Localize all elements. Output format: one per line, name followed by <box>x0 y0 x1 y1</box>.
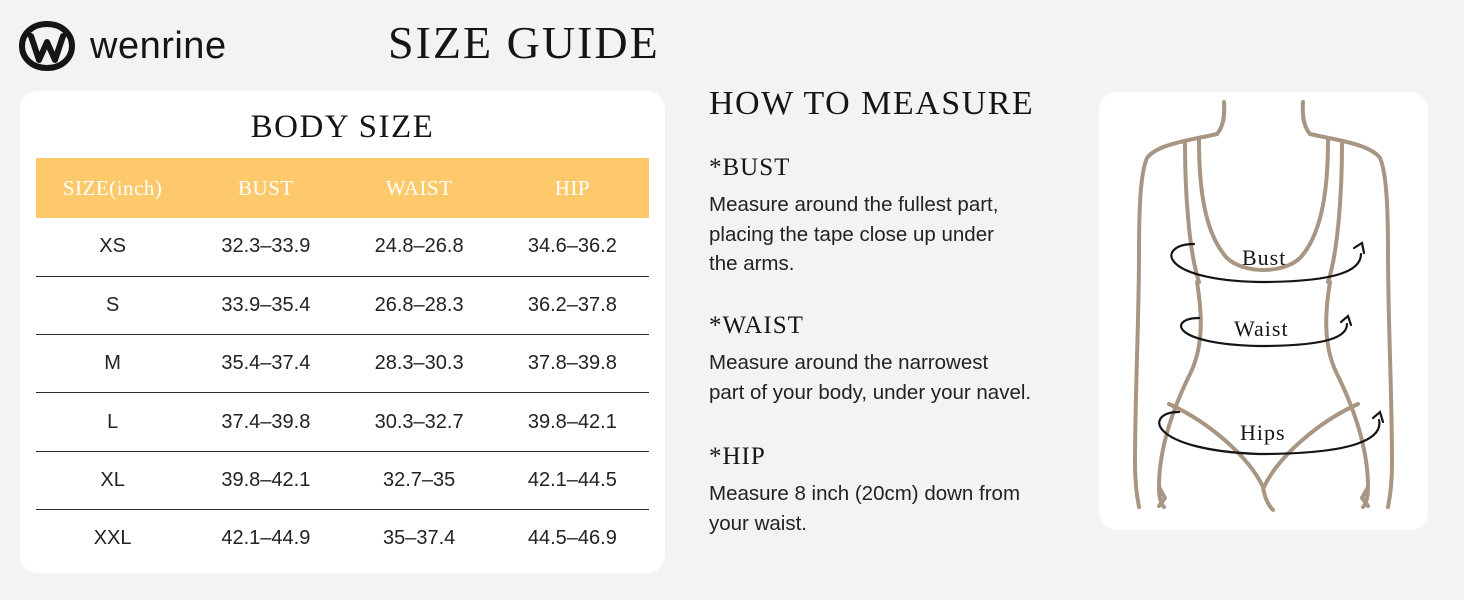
bust-instructions <box>709 190 1099 279</box>
instruction-line: Measure around the narrowest <box>709 351 989 374</box>
page-title: SIZE GUIDE <box>388 17 660 68</box>
hip-instructions <box>709 479 1099 538</box>
size-table-header <box>36 158 649 218</box>
instruction-line: your waist. <box>709 511 807 535</box>
cell-hip: 44.5–46.9 <box>527 527 617 550</box>
cell-size: XS <box>99 235 126 258</box>
brand-name: wenrine <box>90 25 227 67</box>
table-row <box>36 335 649 393</box>
brand-logo <box>18 20 227 72</box>
hips-label: Hips <box>1240 420 1286 445</box>
instruction-line: Measure around the fullest part, <box>709 193 999 216</box>
bust-label: Bust <box>1242 245 1287 270</box>
cell-waist: 32.7–35 <box>382 468 456 491</box>
cell-bust: 32.3–33.9 <box>221 235 311 258</box>
cell-hip: 34.6–36.2 <box>527 235 617 258</box>
table-row <box>36 451 649 509</box>
body-outline-illustration <box>1099 92 1428 530</box>
cell-size: XL <box>100 468 125 491</box>
how-to-measure-title: HOW TO MEASURE <box>709 85 1035 122</box>
body-size-title: BODY SIZE <box>250 109 435 145</box>
cell-bust: 37.4–39.8 <box>221 410 311 433</box>
cell-hip: 39.8–42.1 <box>527 410 617 433</box>
waist-instructions <box>709 348 1099 407</box>
size-table <box>36 158 649 568</box>
table-row <box>36 276 649 334</box>
table-row <box>36 218 649 276</box>
cell-bust: 33.9–35.4 <box>221 293 311 316</box>
instruction-line: Measure 8 inch (20cm) down from <box>709 482 1021 505</box>
cell-waist: 30.3–32.7 <box>374 410 464 433</box>
instruction-line: placing the tape close up under <box>709 222 994 246</box>
table-row <box>36 509 649 567</box>
cell-waist: 26.8–28.3 <box>374 293 464 316</box>
instruction-line: the arms. <box>709 252 795 275</box>
cell-size: XXL <box>93 527 132 550</box>
w-logo-icon <box>18 20 76 72</box>
cell-waist: 24.8–26.8 <box>374 235 464 258</box>
cell-waist: 28.3–30.3 <box>374 352 464 375</box>
table-row <box>36 393 649 451</box>
cell-size: S <box>105 293 120 316</box>
col-bust: BUST <box>238 175 294 200</box>
cell-hip: 36.2–37.8 <box>527 293 617 316</box>
waist-heading: *WAIST <box>709 312 804 339</box>
cell-bust: 39.8–42.1 <box>221 468 311 491</box>
cell-size: M <box>104 352 121 375</box>
col-hip: HIP <box>554 175 591 200</box>
hip-heading: *HIP <box>709 443 766 470</box>
col-waist: WAIST <box>385 175 453 200</box>
cell-size: L <box>107 410 119 433</box>
cell-hip: 42.1–44.5 <box>527 468 617 491</box>
col-size: SIZE(inch) <box>62 175 163 200</box>
body-figure-card <box>1099 92 1428 530</box>
cell-hip: 37.8–39.8 <box>527 352 617 375</box>
waist-label: Waist <box>1234 316 1289 341</box>
cell-bust: 42.1–44.9 <box>221 527 311 550</box>
body-size-card <box>20 91 665 573</box>
instruction-line: part of your body, under your navel. <box>709 380 1032 404</box>
bust-heading: *BUST <box>709 154 791 181</box>
cell-bust: 35.4–37.4 <box>221 352 311 375</box>
cell-waist: 35–37.4 <box>382 527 456 550</box>
